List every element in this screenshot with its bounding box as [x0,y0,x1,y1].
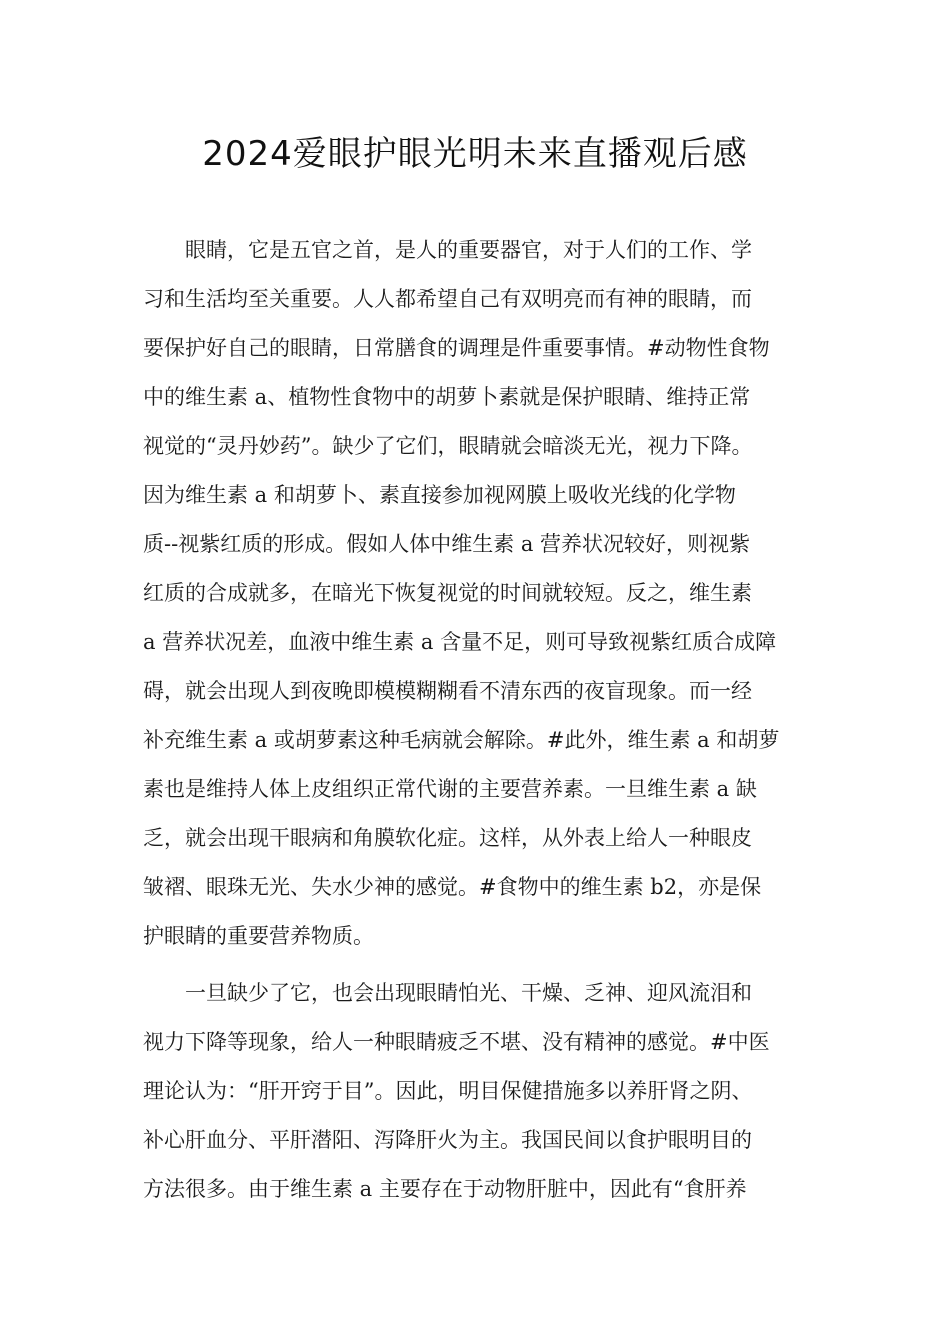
paragraph-line: 眼睛，它是五官之首，是人的重要器官，对于人们的工作、学 [143,238,752,262]
paragraph-line: 视觉的“灵丹妙药”。缺少了它们，眼睛就会暗淡无光，视力下降。 [143,434,753,458]
paragraph-line: 补充维生素 a 或胡萝素这种毛病就会解除。#此外，维生素 a 和胡萝 [143,728,780,752]
paragraph-line: 视力下降等现象，给人一种眼睛疲乏不堪、没有精神的感觉。#中医 [143,1030,770,1054]
paragraph-line: 要保护好自己的眼睛，日常膳食的调理是件重要事情。#动物性食物 [143,336,770,360]
paragraph-line: 质--视紫红质的形成。假如人体中维生素 a 营养状况较好，则视紫 [143,532,751,556]
paragraph-line: 因为维生素 a 和胡萝卜、素直接参加视网膜上吸收光线的化学物 [143,483,736,507]
paragraph-line: 一旦缺少了它，也会出现眼睛怕光、干燥、乏神、迎风流泪和 [143,981,752,1005]
paragraph-line: 中的维生素 a、植物性食物中的胡萝卜素就是保护眼睛、维持正常 [143,385,751,409]
paragraph-line: 方法很多。由于维生素 a 主要存在于动物肝脏中，因此有“食肝养 [143,1177,747,1201]
paragraph-line: 红质的合成就多，在暗光下恢复视觉的时间就较短。反之，维生素 [143,581,752,605]
paragraph-line: 理论认为：“肝开窍于目”。因此，明目保健措施多以养肝肾之阴、 [143,1079,753,1103]
paragraph-line: 护眼睛的重要营养物质。 [143,924,374,948]
document-title: 2024爱眼护眼光明未来直播观后感 [202,134,748,174]
paragraph-line: 习和生活均至关重要。人人都希望自己有双明亮而有神的眼睛，而 [143,287,752,311]
paragraph-line: 素也是维持人体上皮组织正常代谢的主要营养素。一旦维生素 a 缺 [143,777,757,801]
paragraph-line: 碍，就会出现人到夜晚即模模糊糊看不清东西的夜盲现象。而一经 [143,679,752,703]
paragraph-line: 补心肝血分、平肝潜阳、泻降肝火为主。我国民间以食护眼明目的 [143,1128,752,1152]
paragraph-line: 皱褶、眼珠无光、失水少神的感觉。#食物中的维生素 b2，亦是保 [143,875,762,899]
paragraph-line: 乏，就会出现干眼病和角膜软化症。这样，从外表上给人一种眼皮 [143,826,752,850]
paragraph-spacer [143,965,807,973]
paragraph-1 [143,230,807,965]
paragraph-2 [143,973,807,1218]
paragraph-line: a 营养状况差，血液中维生素 a 含量不足，则可导致视紫红质合成障 [143,630,777,654]
document-body [143,230,807,1218]
